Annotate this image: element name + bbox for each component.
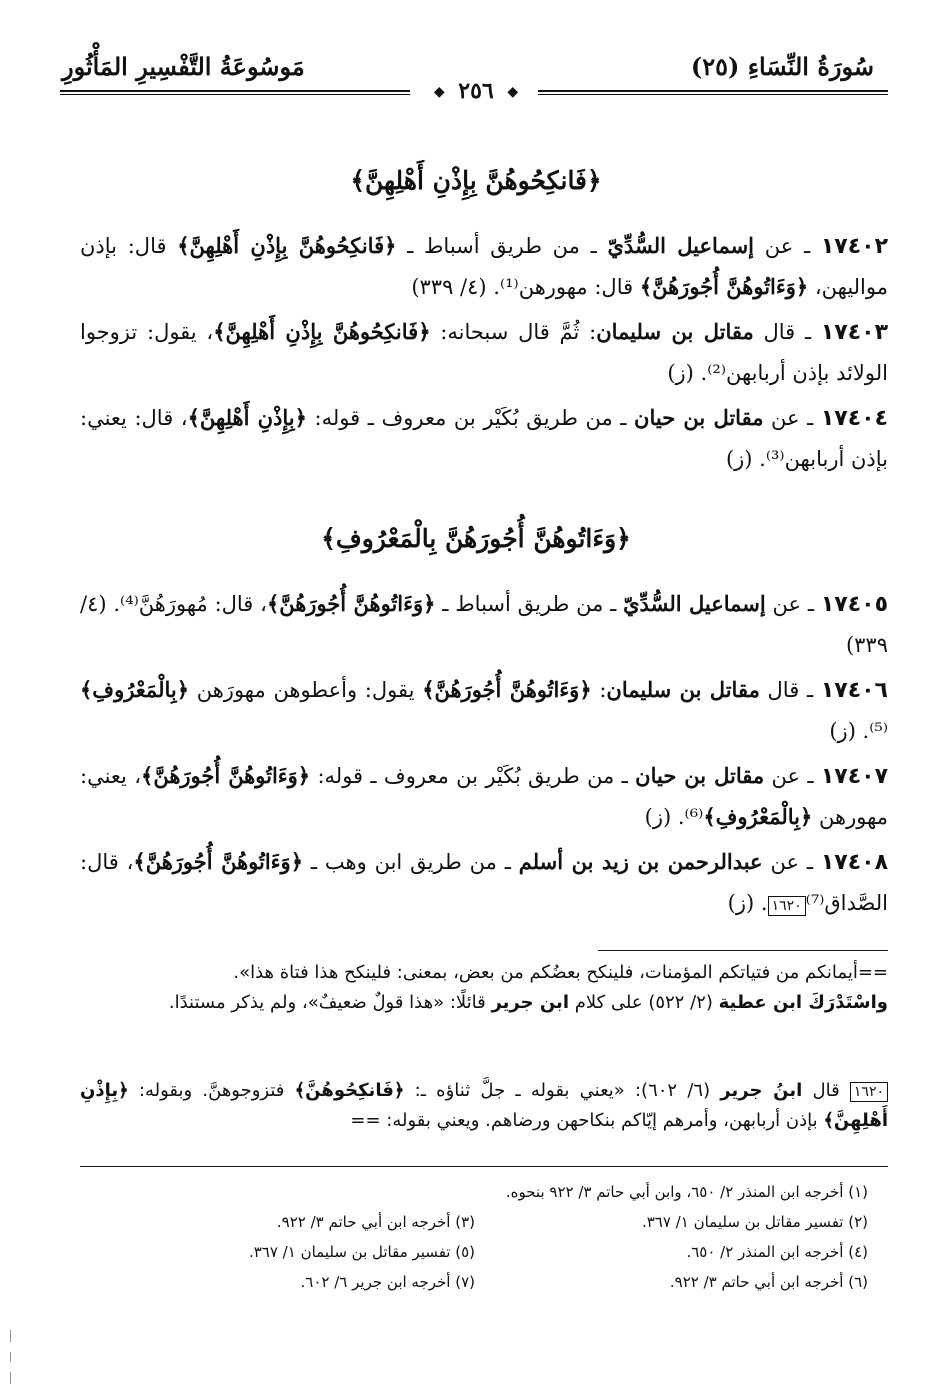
narration-entry: [80, 584, 888, 665]
entry-text: ـ من طريق ابن وهب ـ: [303, 850, 519, 874]
quran-quote: ﴿فَانكِحُوهُنَّ﴾: [294, 1080, 405, 1101]
book-title: مَوسُوعَةُ التَّفْسِيرِ المَأْثُورِ: [62, 52, 305, 81]
commentary-paragraph: [80, 1076, 888, 1136]
footnote: (٧) أخرجه ابن جرير ٦/ ٦٠٢.: [300, 1273, 475, 1291]
entry-text: ـ عن: [763, 406, 821, 430]
narrator-name: عبدالرحمن بن زيد بن أسلم: [518, 849, 763, 874]
commentary-ref-box: ١٦٢٠: [768, 896, 806, 916]
narration-entry: [80, 398, 888, 479]
footnote-separator: [80, 1166, 888, 1167]
entry-text: ، قال: الصَّداق⁽⁷⁾: [80, 850, 888, 915]
narration-entry: [80, 312, 888, 393]
quran-quote: ﴿وَءَاتُوهُنَّ أُجُورَهُنَّ﴾: [133, 849, 303, 874]
quran-quote: ﴿وَءَاتُوهُنَّ أُجُورَهُنَّ﴾: [639, 274, 809, 299]
footnote: (٢) تفسير مقاتل بن سليمان ١/ ٣٦٧.: [641, 1213, 868, 1231]
entry-text: : ثُمَّ قال سبحانه:: [430, 320, 597, 344]
entry-text: ـ قال: [753, 320, 821, 344]
entry-text: ⁽⁶⁾. (ز): [644, 805, 704, 829]
entry-text: يقول: وأعطوهن مهورَهن: [189, 678, 423, 702]
quran-quote: ﴿بِإِذْنِ أَهْلِهِنَّ﴾: [187, 405, 307, 430]
commentary-text: قائلًا: «هذا قولٌ ضعيفٌ»، ولم يذكر مستندًا.: [168, 992, 492, 1013]
commentary-text: (٦/ ٦٠٢): «يعني بقوله ـ جلَّ ثناؤه ـ:: [404, 1080, 721, 1101]
entry-text: ، يقول: تزوجوا الولائد بإذن أربابهن⁽²⁾. (ز): [80, 320, 888, 385]
quran-quote: ﴿وَءَاتُوهُنَّ أُجُورَهُنَّ﴾: [422, 677, 592, 702]
verse-heading: ﴿فَانكِحُوهُنَّ بِإِذْنِ أَهْلِهِنَّ﴾: [350, 166, 602, 195]
narration-entry: [80, 670, 888, 751]
entry-number: ١٧٤٠٢: [820, 234, 888, 259]
footnote-row: [82, 1182, 868, 1202]
scan-margin-mark: [10, 1372, 11, 1384]
entry-number: ١٧٤٠٥: [820, 592, 888, 617]
footnote: (٥) تفسير مقاتل بن سليمان ١/ ٣٦٧.: [248, 1243, 475, 1261]
narrator-name: إسماعيل السُّدِّيّ: [623, 591, 766, 616]
quran-quote: ﴿وَءَاتُوهُنَّ أُجُورَهُنَّ﴾: [141, 763, 311, 788]
footnote: (٤) أخرجه ابن المنذر ٢/ ٦٥٠.: [686, 1243, 868, 1261]
entry-text: ، قال: يعني: بإذن أربابهن⁽³⁾. (ز): [80, 406, 888, 471]
narrator-name: مقاتل بن سليمان: [606, 677, 760, 702]
verse-heading: ﴿وَءَاتُوهُنَّ أُجُورَهُنَّ بِالْمَعْرُوفِ﴾: [321, 524, 631, 553]
entry-number: ١٧٤٠٣: [820, 320, 888, 345]
quran-quote: ﴿بِإِذْنِ أَهْلِهِنَّ﴾: [80, 1080, 888, 1131]
entry-text: قال: بإذن مواليهن،: [80, 234, 888, 299]
narrator-name: إسماعيل السُّدِّيّ: [607, 233, 755, 258]
quran-quote: ﴿بِالْمَعْرُوفِ﴾: [703, 804, 813, 829]
entry-text: ـ عن: [764, 764, 821, 788]
entry-number: ١٧٤٠٧: [820, 764, 889, 789]
entry-text: . (ز): [727, 891, 768, 915]
footnote-row: [82, 1212, 868, 1232]
commentary-text: فتزوجوهنَّ. وبقوله:: [128, 1080, 295, 1101]
commentary-author: واسْتَدْرَكَ ابن عطية: [718, 992, 888, 1013]
entry-text: :: [591, 678, 607, 702]
scan-margin-mark: [10, 1330, 11, 1342]
commentary-paragraph: [80, 958, 888, 1018]
ornament-icon: ◆: [507, 84, 519, 100]
ornament-icon: ◆: [433, 84, 445, 100]
entry-text: ـ من طريق بُكَيْر بن معروف ـ قوله:: [306, 406, 635, 430]
entry-number: ١٧٤٠٤: [820, 406, 889, 431]
footnote: (٣) أخرجه ابن أبي حاتم ٣/ ٩٢٢.: [276, 1213, 475, 1231]
quran-quote: ﴿فَانكِحُوهُنَّ بِإِذْنِ أَهْلِهِنَّ﴾: [213, 319, 431, 344]
footnote: (٦) أخرجه ابن أبي حاتم ٣/ ٩٢٢.: [669, 1273, 868, 1291]
narrator-name: مقاتل بن حيان: [635, 763, 765, 788]
entry-text: قال: مهورهن⁽¹⁾. (٤/ ٣٣٩): [411, 275, 640, 299]
entry-text: ـ من طريق أسباط ـ: [396, 234, 608, 258]
footnote: (١) أخرجه ابن المنذر ٢/ ٦٥٠، وابن أبي حاتم ٣/ ٩٢٢ بنحوه.: [505, 1183, 868, 1201]
commentary-number-box: ١٦٢٠: [850, 1082, 888, 1102]
entry-text: ـ من طريق بُكَيْر بن معروف ـ قوله:: [310, 764, 636, 788]
commentary-separator: [598, 950, 888, 951]
page-number: ٢٥٦: [458, 78, 494, 104]
narration-entry: [80, 226, 888, 307]
entry-text: ـ عن: [762, 850, 821, 874]
quran-quote: ﴿فَانكِحُوهُنَّ بِإِذْنِ أَهْلِهِنَّ﴾: [177, 233, 397, 258]
page-number-row: [0, 78, 952, 104]
narration-entry: [80, 842, 888, 923]
entry-text: ـ عن: [765, 592, 821, 616]
entry-text: ـ قال: [759, 678, 821, 702]
entry-text: ، يعني: مهورهن: [80, 764, 888, 829]
surah-title: سُورَةُ النِّسَاءِ (٢٥): [690, 52, 874, 81]
narrator-name: مقاتل بن حيان: [634, 405, 764, 430]
entry-text: ⁽⁵⁾. (ز): [829, 719, 888, 743]
narration-entry: [80, 756, 888, 837]
commentary-author: ابنُ جرير: [720, 1080, 803, 1101]
commentary-author: ابن جرير: [491, 992, 569, 1013]
commentary-text: بإذن أربابهن، وأمرهم إيّاكم بنكاحهن ورضاهم. ويعني بقوله: ==: [350, 1110, 824, 1131]
narrator-name: مقاتل بن سليمان: [596, 319, 754, 344]
entry-number: ١٧٤٠٦: [820, 678, 888, 703]
commentary-text: ==أيمانكم من فتياتكم المؤمنات، فلينكح بعضُكم من بعض، بمعنى: فلينكح هذا فتاة هذا».: [233, 962, 888, 983]
footnote-row: [82, 1242, 868, 1262]
entry-number: ١٧٤٠٨: [820, 850, 888, 875]
footnote-row: [82, 1272, 868, 1292]
quran-quote: ﴿بِالْمَعْرُوفِ﴾: [80, 677, 190, 702]
entry-text: ـ عن: [754, 234, 821, 258]
scan-margin-mark: [10, 1352, 11, 1362]
commentary-text: (٢/ ٥٢٢) على كلام: [569, 992, 719, 1013]
quran-quote: ﴿وَءَاتُوهُنَّ أُجُورَهُنَّ﴾: [266, 591, 436, 616]
entry-text: ، قال: مُهورَهُنَّ⁽⁴⁾. (٤/ ٣٣٩): [80, 592, 888, 657]
entry-text: ـ من طريق أسباط ـ: [435, 592, 624, 616]
commentary-text: قال: [802, 1080, 850, 1101]
